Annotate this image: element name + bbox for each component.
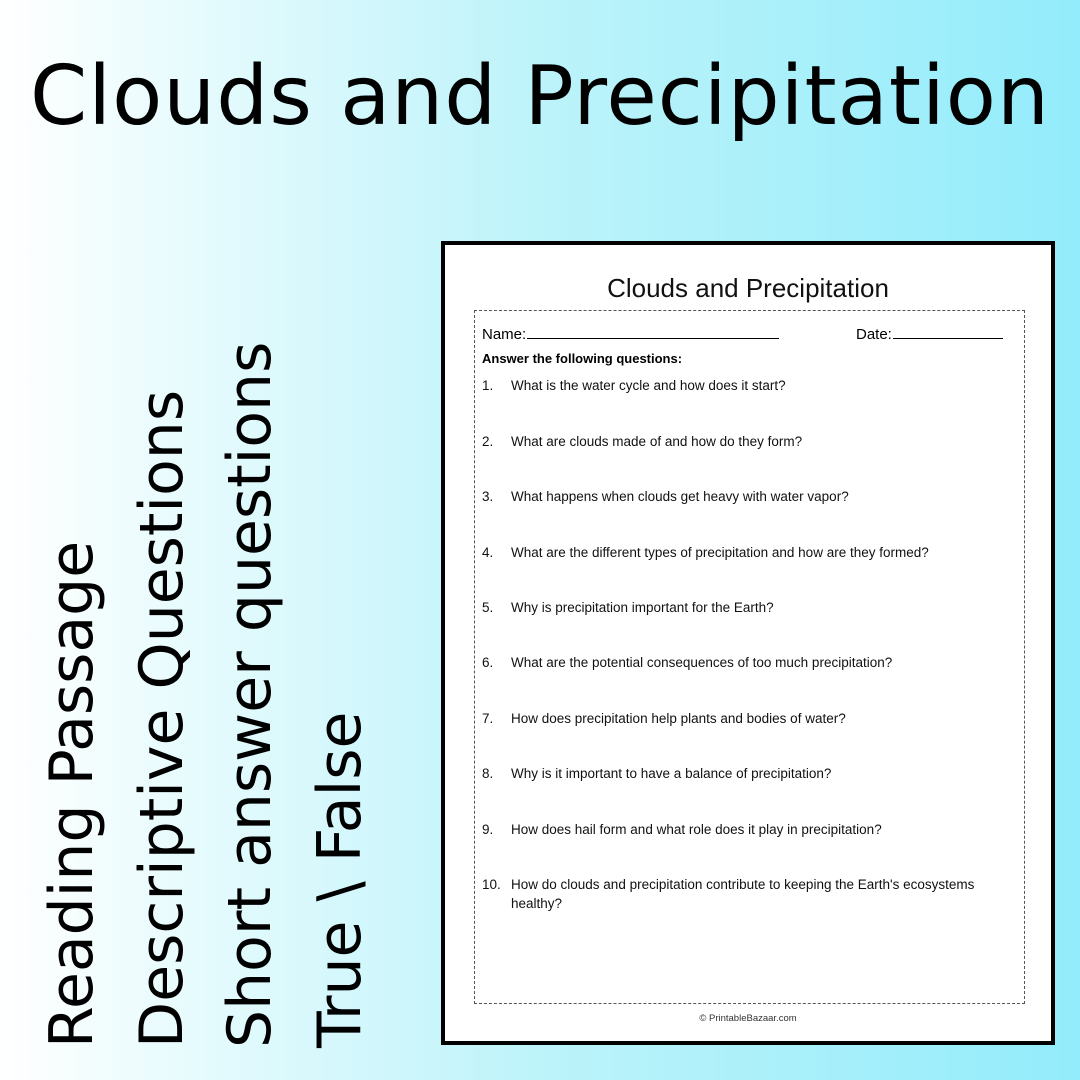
- date-label: Date:: [856, 326, 892, 343]
- question-text: How does hail form and what role does it play in precipitation?: [511, 822, 882, 837]
- question-number: 9.: [482, 822, 494, 837]
- question-number: 3.: [482, 489, 494, 504]
- question-item: [482, 653, 1012, 672]
- question-item: [482, 487, 1012, 506]
- question-text: What are the different types of precipitation and how are they formed?: [511, 545, 929, 560]
- name-field: [482, 324, 779, 343]
- side-label-short-answer: Short answer questions: [215, 341, 285, 1048]
- question-item: [482, 432, 1012, 451]
- question-item: [482, 709, 1012, 728]
- question-number: 4.: [482, 545, 494, 560]
- question-item: [482, 543, 1012, 562]
- side-label-reading-passage: Reading Passage: [37, 540, 107, 1048]
- question-item: [482, 598, 1012, 617]
- question-item: [482, 820, 1012, 839]
- worksheet-preview: [441, 241, 1055, 1045]
- side-label-true-false: True \ False: [305, 711, 375, 1048]
- instructions: Answer the following questions:: [482, 351, 683, 366]
- question-text: How does precipitation help plants and bodies of water?: [511, 711, 846, 726]
- question-text: Why is precipitation important for the Earth?: [511, 600, 774, 615]
- name-blank: [527, 324, 779, 339]
- question-number: 2.: [482, 434, 494, 449]
- question-number: 7.: [482, 711, 494, 726]
- name-label: Name:: [482, 326, 527, 343]
- question-text: What happens when clouds get heavy with water vapor?: [511, 489, 849, 504]
- question-item: [482, 875, 1012, 913]
- question-number: 10.: [482, 877, 501, 892]
- question-item: [482, 764, 1012, 783]
- question-number: 1.: [482, 378, 494, 393]
- question-text: What is the water cycle and how does it start?: [511, 378, 786, 393]
- date-field: [856, 324, 1003, 343]
- worksheet-title: Clouds and Precipitation: [607, 273, 889, 303]
- side-label-descriptive-questions: Descriptive Questions: [127, 389, 197, 1048]
- question-number: 5.: [482, 600, 494, 615]
- question-number: 6.: [482, 655, 494, 670]
- copyright-text: © PrintableBazaar.com: [699, 1013, 797, 1024]
- question-text: Why is it important to have a balance of precipitation?: [511, 766, 832, 781]
- question-text: What are the potential consequences of too much precipitation?: [511, 655, 893, 670]
- question-number: 8.: [482, 766, 494, 781]
- date-blank: [893, 324, 1003, 339]
- question-text: How do clouds and precipitation contribute to keeping the Earth's ecosystems healthy?: [511, 877, 975, 911]
- worksheet-content-box: [474, 310, 1025, 1004]
- page-title: Clouds and Precipitation: [30, 49, 1050, 144]
- question-text: What are clouds made of and how do they form?: [511, 434, 803, 449]
- question-item: [482, 376, 1012, 395]
